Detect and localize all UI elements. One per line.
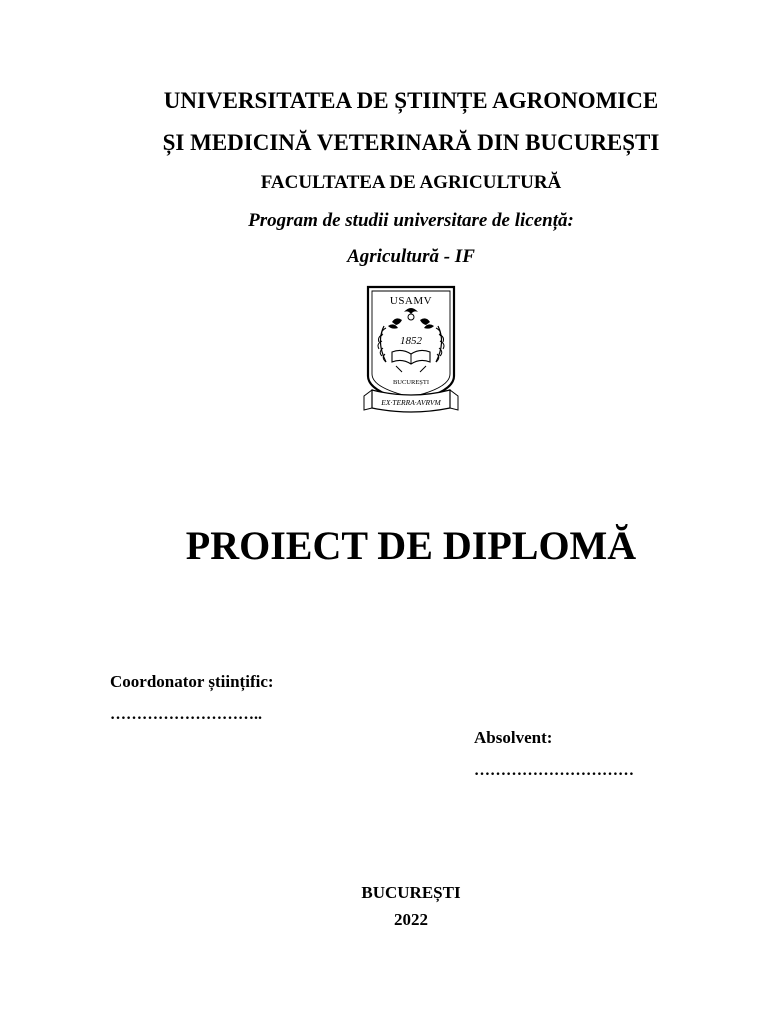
specialization: Agricultură - IF xyxy=(347,246,475,267)
university-logo xyxy=(362,284,460,418)
university-name-line1: UNIVERSITATEA DE ȘTIINȚE AGRONOMICE xyxy=(163,88,659,113)
study-program: Program de studii universitare de licență: xyxy=(248,210,574,231)
logo-city-text: BUCUREȘTI xyxy=(392,379,430,386)
logo-year-text: 1852 xyxy=(400,335,422,347)
coordinator-name-field: ……………………….. xyxy=(110,706,262,723)
footer-year: 2022 xyxy=(394,910,428,929)
footer-city: BUCUREȘTI xyxy=(361,883,461,902)
graduate-label: Absolvent: xyxy=(474,728,553,747)
document-title: PROIECT DE DIPLOMĂ xyxy=(185,523,637,568)
logo-top-text: USAMV xyxy=(389,295,433,307)
logo-motto: EX·TERRA·AVRVM xyxy=(381,398,441,407)
graduate-name-field: ………………………… xyxy=(474,762,634,779)
university-name-line2: ȘI MEDICINĂ VETERINARĂ DIN BUCUREȘTI xyxy=(162,130,660,155)
coordinator-label: Coordonator științific: xyxy=(110,672,274,691)
usamv-crest-icon xyxy=(362,284,460,418)
faculty-name: FACULTATEA DE AGRICULTURĂ xyxy=(260,172,562,193)
